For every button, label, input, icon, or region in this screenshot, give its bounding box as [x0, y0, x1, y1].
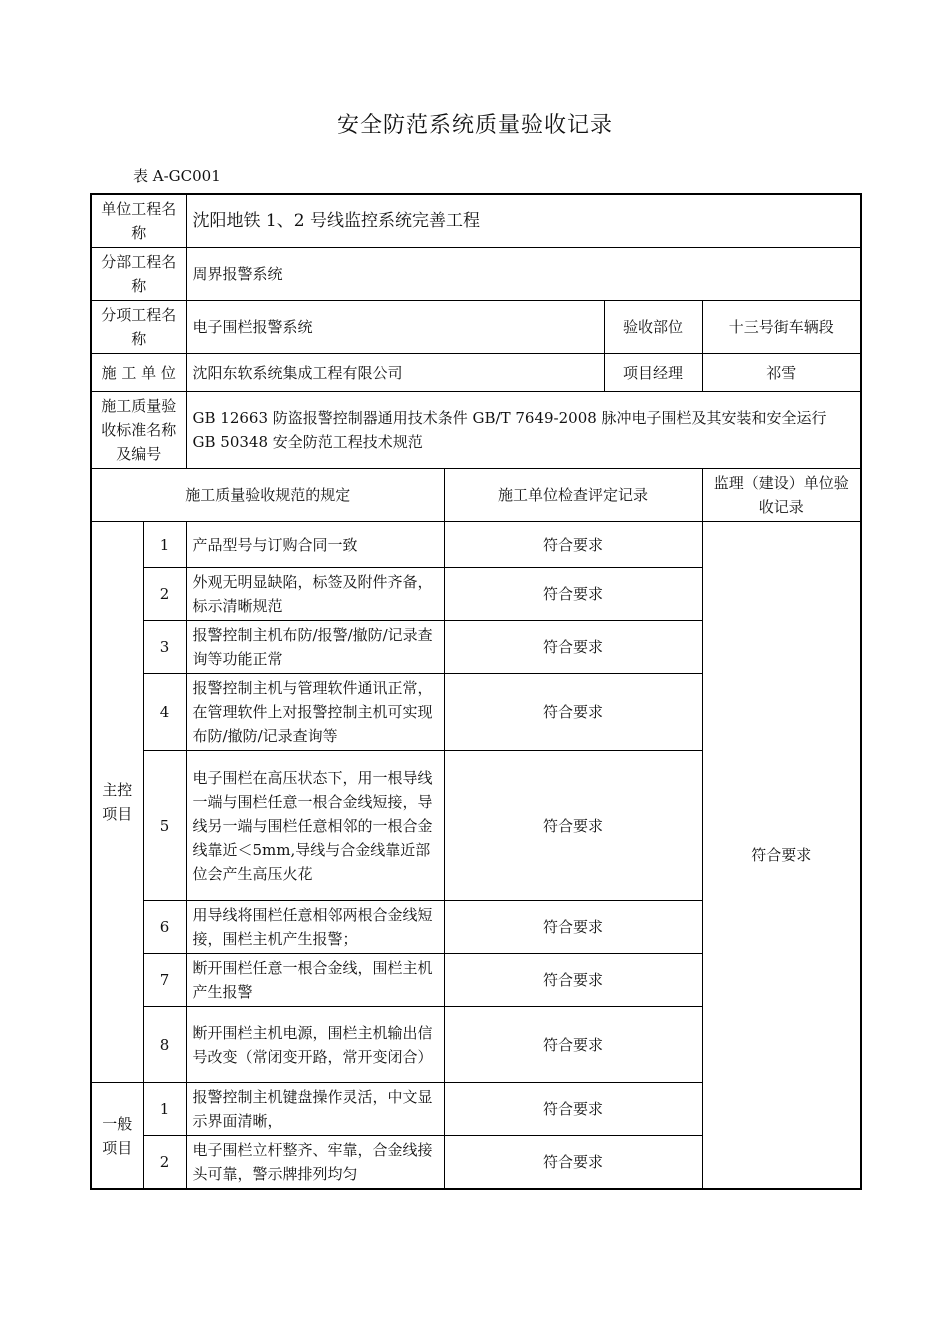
- item-result: 符合要求: [444, 1083, 702, 1136]
- item-result: 符合要求: [444, 901, 702, 954]
- acceptance-table: [90, 193, 862, 1190]
- item-result: 符合要求: [444, 954, 702, 1007]
- item-result: 符合要求: [444, 1007, 702, 1083]
- item-text: 电子围栏在高压状态下，用一根导线一端与围栏任意一根合金线短接，导线另一端与围栏任意相邻的一根合金线靠近＜5mm,导线与合金线靠近部位会产生高压火花: [186, 751, 444, 901]
- item-result: 符合要求: [444, 751, 702, 901]
- general-items-group-label: 一般项目: [91, 1083, 143, 1190]
- col-supervisor-header: 监理（建设）单位验收记录: [702, 469, 861, 522]
- item-no: 3: [143, 621, 186, 674]
- sub-project-label: 分部工程名称: [91, 248, 186, 301]
- item-no: 2: [143, 1136, 186, 1190]
- acceptance-part-label: 验收部位: [604, 301, 702, 354]
- item-project-label: 分项工程名称: [91, 301, 186, 354]
- col-contractor-header: 施工单位检查评定记录: [444, 469, 702, 522]
- item-no: 6: [143, 901, 186, 954]
- item-text: 电子围栏立杆整齐、牢靠，合金线接头可靠，警示牌排列均匀: [186, 1136, 444, 1190]
- col-spec-header: 施工质量验收规范的规定: [91, 469, 444, 522]
- item-project-value: 电子围栏报警系统: [186, 301, 604, 354]
- unit-project-label: 单位工程名称: [91, 194, 186, 248]
- table-row: [91, 522, 861, 568]
- pm-value: 祁雪: [702, 354, 861, 392]
- item-no: 8: [143, 1007, 186, 1083]
- form-code: 表 A-GC001: [133, 167, 221, 185]
- item-text: 产品型号与订购合同一致: [186, 522, 444, 568]
- unit-project-value: 沈阳地铁 1、2 号线监控系统完善工程: [186, 194, 861, 248]
- item-text: 用导线将围栏任意相邻两根合金线短接，围栏主机产生报警；: [186, 901, 444, 954]
- standard-label: 施工质量验收标准名称及编号: [91, 392, 186, 469]
- pm-label: 项目经理: [604, 354, 702, 392]
- item-result: 符合要求: [444, 621, 702, 674]
- item-text: 报警控制主机键盘操作灵活，中文显示界面清晰，: [186, 1083, 444, 1136]
- item-no: 5: [143, 751, 186, 901]
- item-text: 报警控制主机布防/报警/撤防/记录查询等功能正常: [186, 621, 444, 674]
- item-text: 断开围栏任意一根合金线，围栏主机产生报警: [186, 954, 444, 1007]
- item-text: 断开围栏主机电源，围栏主机输出信号改变（常闭变开路，常开变闭合）: [186, 1007, 444, 1083]
- item-no: 4: [143, 674, 186, 751]
- contractor-value: 沈阳东软系统集成工程有限公司: [186, 354, 604, 392]
- item-text: 外观无明显缺陷，标签及附件齐备，标示清晰规范: [186, 568, 444, 621]
- item-result: 符合要求: [444, 522, 702, 568]
- item-result: 符合要求: [444, 568, 702, 621]
- standard-value: GB 12663 防盗报警控制器通用技术条件 GB/T 7649-2008 脉冲电子围栏及其安装和安全运行 GB 50348 安全防范工程技术规范: [186, 392, 861, 469]
- item-no: 1: [143, 1083, 186, 1136]
- item-no: 1: [143, 522, 186, 568]
- main-items-group-label: 主控项目: [91, 522, 143, 1083]
- item-no: 7: [143, 954, 186, 1007]
- document-title: 安全防范系统质量验收记录: [336, 113, 613, 138]
- sub-project-value: 周界报警系统: [186, 248, 861, 301]
- supervisor-result: 符合要求: [702, 522, 861, 1190]
- item-text: 报警控制主机与管理软件通讯正常，在管理软件上对报警控制主机可实现布防/撤防/记录查询等: [186, 674, 444, 751]
- item-no: 2: [143, 568, 186, 621]
- item-result: 符合要求: [444, 1136, 702, 1190]
- contractor-label: 施 工 单 位: [91, 354, 186, 392]
- item-result: 符合要求: [444, 674, 702, 751]
- acceptance-part-value: 十三号街车辆段: [702, 301, 861, 354]
